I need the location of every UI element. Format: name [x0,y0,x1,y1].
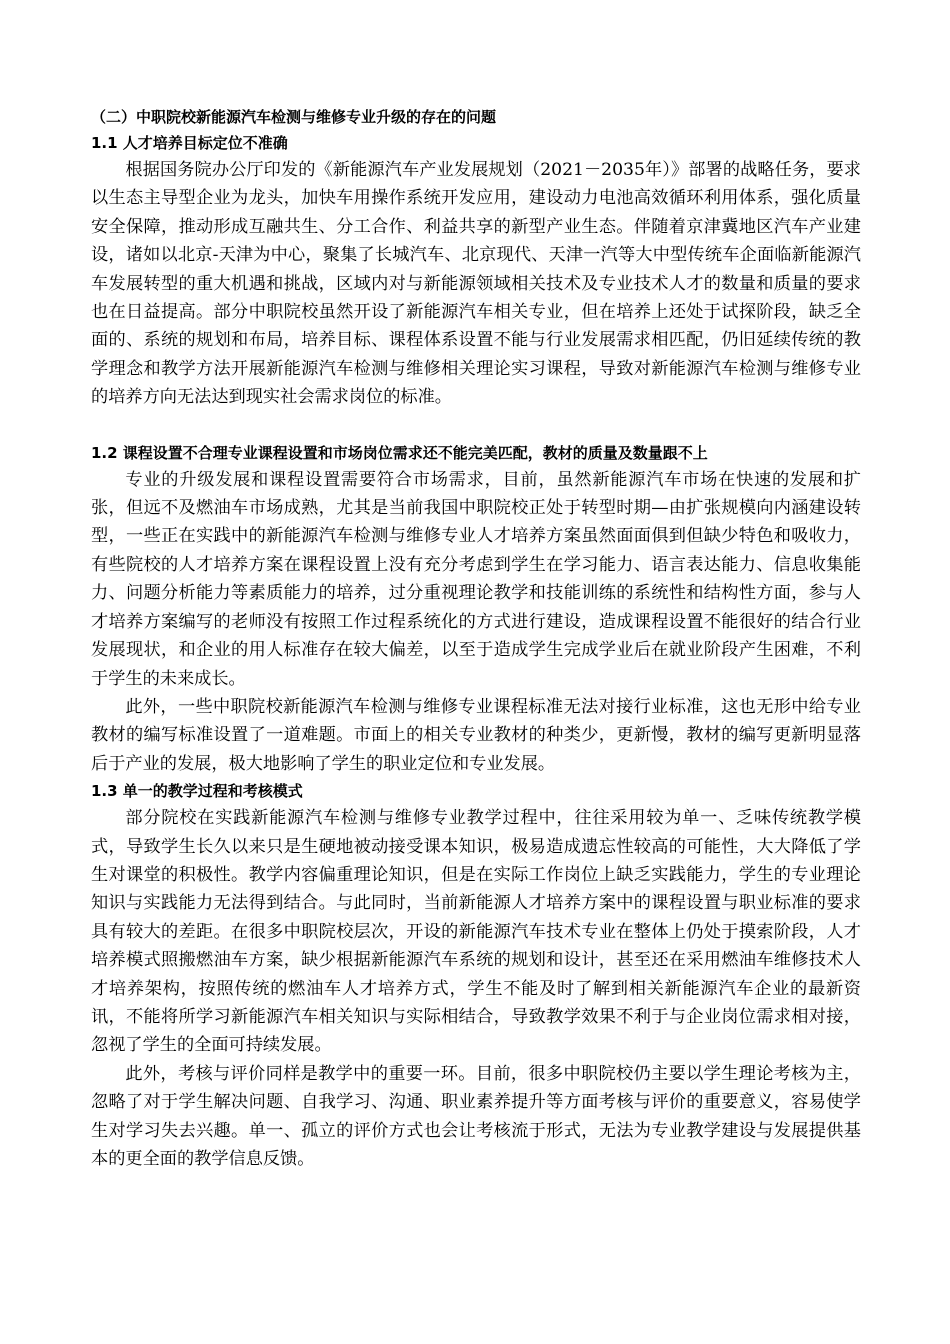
heading-1-1: 1.1 人才培养目标定位不准确 [91,134,288,152]
paragraph-1-2-b: 此外，一些中职院校新能源汽车检测与维修专业课程标准无法对接行业标准，这也无形中给专业教材的编写标准设置了一道难题。市面上的相关专业教材的种类少，更新慢，教材的编写更新明显落后于产业的发展，极大地影响了学生的职业定位和专业发展。 [91,696,861,774]
paragraph-1-3-b: 此外，考核与评价同样是教学中的重要一环。目前，很多中职院校仍主要以学生理论考核为主，忽略了对于学生解决问题、自我学习、沟通、职业素养提升等方面考核与评价的重要意义，容易使学生对学习失去兴趣。单一、孤立的评价方式也会让考核流于形式，无法为专业教学建设与发展提供基本的更全面的教学信息反馈。 [91,1063,861,1169]
paragraph-1-3-a: 部分院校在实践新能源汽车检测与维修专业教学过程中，往往采用较为单一、乏味传统教学模式，导致学生长久以来只是生硬地被动接受课本知识，极易造成遗忘性较高的可能性，大大降低了学生对课堂的积极性。教学内容偏重理论知识，但是在实际工作岗位上缺乏实践能力，学生的专业理论知识与实践能力无法得到结合。与此同时，当前新能源人才培养方案中的课程设置与职业标准的要求具有较大的差距。在很多中职院校层次，开设的新能源汽车技术专业在整体上仍处于摸索阶段，人才培养模式照搬燃油车方案，缺少根据新能源汽车系统的规划和设计，甚至还在采用燃油车维修技术人才培养架构，按照传统的燃油车人才培养方式，学生不能及时了解到相关新能源汽车企业的最新资讯，不能将所学习新能源汽车相关知识与实际相结合，导致教学效果不利于与企业岗位需求相对接，忽视了学生的全面可持续发展。 [91,808,861,1056]
section-title: （二）中职院校新能源汽车检测与维修专业升级的存在的问题 [91,108,497,126]
document-page [91,104,861,1173]
paragraph-1-2-a: 专业的升级发展和课程设置需要符合市场需求，目前，虽然新能源汽车市场在快速的发展和扩张，但远不及燃油车市场成熟，尤其是当前我国中职院校正处于转型时期—由扩张规模向内涵建设转型，一些正在实践中的新能源汽车检测与维修专业人才培养方案虽然面面俱到但缺少特色和吸收力，有些院校的人才培养方案在课程设置上没有充分考虑到学生在学习能力、语言表达能力、信息收集能力、问题分析能力等素质能力的培养，过分重视理论教学和技能训练的系统性和结构性方面，参与人才培养方案编写的老师没有按照工作过程系统化的方式进行建设，造成课程设置不能很好的结合行业发展现状，和企业的用人标准存在较大偏差，以至于造成学生完成学业后在就业阶段产生困难，不利于学生的未来成长。 [91,469,861,689]
section-spacer [91,412,861,440]
heading-1-3: 1.3 单一的教学过程和考核模式 [91,782,303,801]
heading-1-2: 1.2 课程设置不合理专业课程设置和市场岗位需求还不能完美匹配，教材的质量及数量跟不上 [91,443,708,462]
paragraph-1-1-a: 根据国务院办公厅印发的《新能源汽车产业发展规划（2021－2035年）》部署的战略任务，要求以生态主导型企业为龙头，加快车用操作系统开发应用，建设动力电池高效循环利用体系，强化质量安全保障，推动形成互融共生、分工合作、利益共享的新型产业生态。伴随着京津冀地区汽车产业建设，诸如以北京-天津为中心，聚集了长城汽车、北京现代、天津一汽等大中型传统车企面临新能源汽车发展转型的重大机遇和挑战，区域内对与新能源领域相关技术及专业技术人才的数量和质量的要求也在日益提高。部分中职院校虽然开设了新能源汽车相关专业，但在培养上还处于试探阶段，缺乏全面的、系统的规划和布局，培养目标、课程体系设置不能与行业发展需求相匹配，仍旧延续传统的教学理念和教学方法开展新能源汽车检测与维修相关理论实习课程，导致对新能源汽车检测与维修专业的培养方向无法达到现实社会需求岗位的标准。 [91,160,861,408]
